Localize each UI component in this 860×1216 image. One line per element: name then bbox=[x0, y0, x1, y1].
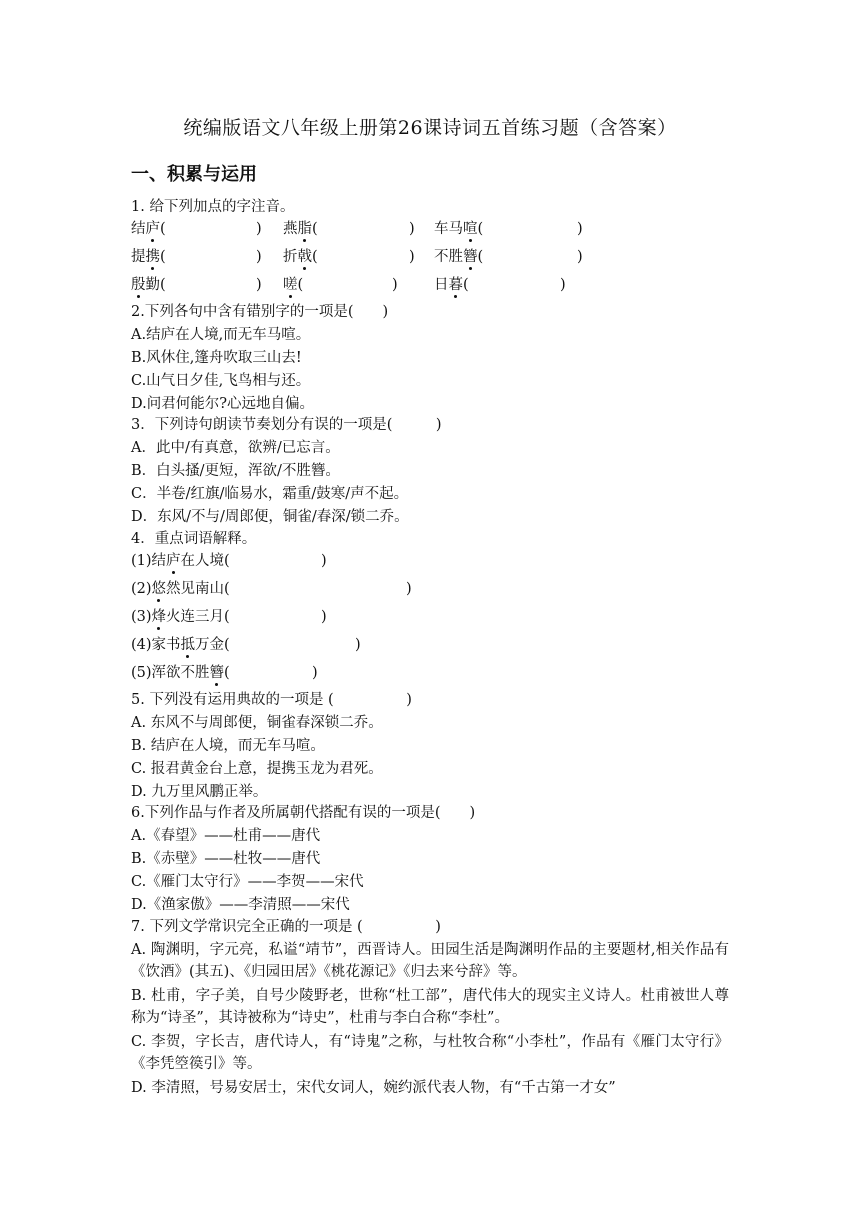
option: B. 结庐在人境，而无车马喧。 bbox=[131, 738, 325, 754]
option-paragraph: D. 李清照，号易安居士，宋代女词人，婉约派代表人物，有“千古第一才女” bbox=[131, 1080, 616, 1096]
pinyin-item: 日暮( bbox=[434, 277, 469, 293]
vocab-item: (2)悠然见南山( bbox=[131, 581, 230, 597]
option-paragraph: C. 李贺，字长吉，唐代诗人，有“诗鬼”之称，与杜牧合称“小李杜”，作品有《雁门太守行》《李凭箜篌引》等。 bbox=[131, 1034, 729, 1072]
option: B.风休住,篷舟吹取三山去! bbox=[131, 350, 302, 366]
pinyin-item: 折戟( bbox=[283, 249, 318, 265]
question-1-stem: 1. 给下列加点的字注音。 bbox=[131, 199, 295, 215]
option-paragraph: B. 杜甫，字子美，自号少陵野老，世称“杜工部”，唐代伟大的现实主义诗人。杜甫被世人尊称为“诗圣”，其诗被称为“诗史”，杜甫与李白合称“李杜”。 bbox=[131, 988, 729, 1026]
pinyin-close: ) bbox=[409, 249, 415, 265]
option: C.《雁门太守行》——李贺——宋代 bbox=[131, 874, 364, 890]
pinyin-item: 不胜簪( bbox=[434, 249, 484, 265]
pinyin-item: 燕脂( bbox=[283, 221, 318, 237]
option: B．白头搔/更短，浑欲/不胜簪。 bbox=[131, 463, 340, 479]
option: A.《春望》——杜甫——唐代 bbox=[131, 828, 321, 844]
pinyin-close: ) bbox=[409, 221, 415, 237]
pinyin-close: ) bbox=[392, 277, 398, 293]
question-7-stem: 7. 下列文学常识完全正确的一项是 ( ) bbox=[131, 919, 441, 935]
pinyin-close: ) bbox=[256, 277, 262, 293]
question-2-stem: 2.下列各句中含有错别字的一项是( ) bbox=[131, 304, 389, 320]
option: D．东风/不与/周郎便，铜雀/春深/锁二乔。 bbox=[131, 509, 409, 525]
vocab-close: ) bbox=[321, 609, 327, 625]
pinyin-item: 提携( bbox=[131, 249, 166, 265]
option: D.问君何能尔?心远地自偏。 bbox=[131, 396, 314, 412]
option: D.《渔家傲》——李清照——宋代 bbox=[131, 897, 350, 913]
question-6-stem: 6.下列作品与作者及所属朝代搭配有误的一项是( ) bbox=[131, 805, 476, 821]
vocab-item: (1)结庐在人境( bbox=[131, 553, 230, 569]
option: C.山气日夕佳,飞鸟相与还。 bbox=[131, 373, 311, 389]
pinyin-close: ) bbox=[256, 221, 262, 237]
vocab-item: (4)家书抵万金( bbox=[131, 637, 230, 653]
section-heading: 一、积累与运用 bbox=[131, 164, 257, 185]
pinyin-close: ) bbox=[256, 249, 262, 265]
vocab-close: ) bbox=[355, 637, 361, 653]
vocab-close: ) bbox=[312, 665, 318, 681]
vocab-close: ) bbox=[321, 553, 327, 569]
document-title: 统编版语文八年级上册第26课诗词五首练习题（含答案） bbox=[183, 117, 677, 139]
option: C. 报君黄金台上意，提携玉龙为君死。 bbox=[131, 761, 383, 777]
option: A.结庐在人境,而无车马喧。 bbox=[131, 327, 311, 343]
option: D. 九万里风鹏正举。 bbox=[131, 784, 268, 800]
option: C．半卷/红旗/临易水，霜重/鼓寒/声不起。 bbox=[131, 486, 409, 502]
vocab-item: (5)浑欲不胜簪( bbox=[131, 665, 230, 681]
pinyin-close: ) bbox=[560, 277, 566, 293]
option: A．此中/有真意，欲辨/已忘言。 bbox=[131, 440, 340, 456]
pinyin-close: ) bbox=[577, 249, 583, 265]
pinyin-item: 车马喧( bbox=[434, 221, 484, 237]
pinyin-item: 结庐( bbox=[131, 221, 166, 237]
question-3-stem: 3．下列诗句朗读节奏划分有误的一项是( ) bbox=[131, 417, 442, 433]
option: B.《赤壁》——杜牧——唐代 bbox=[131, 851, 321, 867]
question-4-stem: 4．重点词语解释。 bbox=[131, 531, 257, 547]
option-paragraph: A. 陶渊明，字元亮，私谥“靖节”，西晋诗人。田园生活是陶渊明作品的主要题材,相关作品有《饮酒》(其五)、《归园田居》《桃花源记》《归去来兮辞》等。 bbox=[131, 942, 729, 980]
vocab-item: (3)烽火连三月( bbox=[131, 609, 230, 625]
vocab-close: ) bbox=[406, 581, 412, 597]
pinyin-close: ) bbox=[577, 221, 583, 237]
pinyin-item: 嗟( bbox=[283, 277, 304, 293]
option: A. 东风不与周郎便，铜雀春深锁二乔。 bbox=[131, 715, 383, 731]
question-5-stem: 5. 下列没有运用典故的一项是 ( ) bbox=[131, 692, 412, 708]
pinyin-item: 殷勤( bbox=[131, 277, 166, 293]
